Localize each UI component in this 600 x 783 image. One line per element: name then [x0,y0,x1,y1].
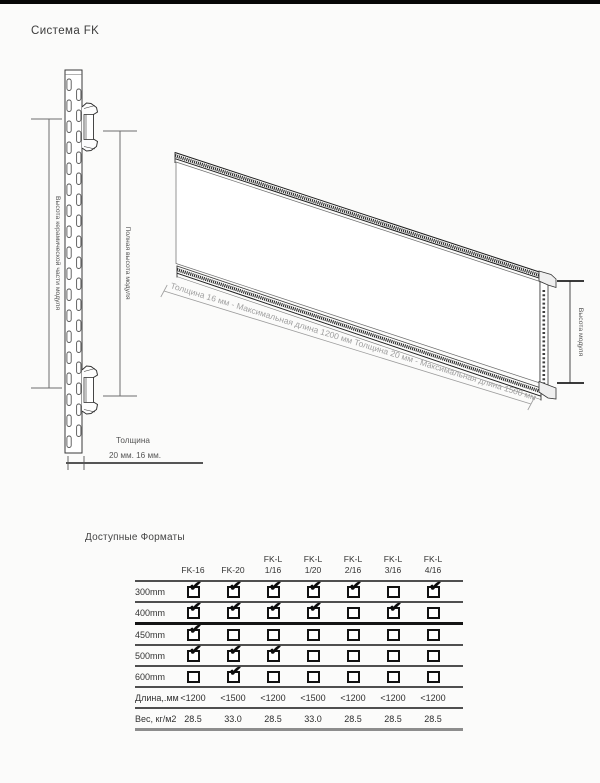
column-header: FK-20 [221,564,245,575]
row-label: 600mm [135,671,166,682]
value-cell: <1200 [180,692,206,703]
checkbox-checked [307,576,322,598]
table-body [135,576,463,731]
format-cell [333,671,373,683]
checkbox-unchecked [267,629,280,641]
format-cell [173,576,213,598]
checkbox-checked [187,640,202,662]
checkbox-unchecked [187,671,200,683]
column-header: FK-L 3/16 [383,553,403,575]
format-cell [373,650,413,662]
format-row [135,597,463,622]
format-cell [213,629,253,641]
check-mark-icon: ✔ [227,576,242,596]
format-cell [413,629,453,641]
format-cell [293,650,333,662]
format-cell [253,640,293,662]
format-cell [293,576,333,598]
value-row [135,709,463,728]
format-cell [213,576,253,598]
value-cell: <1200 [380,692,406,703]
format-cell [173,671,213,683]
format-cell [213,661,253,683]
checkbox-unchecked [227,629,240,641]
format-cell [413,671,453,683]
check-mark-icon: ✔ [307,576,322,596]
check-mark-icon: ✔ [227,661,242,681]
mounting-clip-top [82,103,98,151]
check-mark-icon: ✔ [387,597,402,617]
format-cell [293,597,333,619]
row-label: Длина,.мм [135,692,179,703]
check-mark-icon: ✔ [267,576,282,596]
check-mark-icon: ✔ [187,640,202,660]
format-cell [253,597,293,619]
value-cell: <1500 [220,692,246,703]
checkbox-checked [227,576,242,598]
checkbox-checked [227,640,242,662]
check-mark-icon: ✔ [267,597,282,617]
format-cell [293,671,333,683]
thickness-values: 20 мм. 16 мм. [108,451,162,460]
checkbox-unchecked [267,671,280,683]
format-row [135,576,463,601]
value-cell: <1200 [260,692,286,703]
format-cell [333,576,373,598]
value-cell: 33.0 [224,713,242,724]
format-cell [373,629,413,641]
checkbox-unchecked [427,671,440,683]
value-cell: <1200 [420,692,446,703]
value-row [135,688,463,707]
format-cell [173,640,213,662]
checkbox-checked [347,576,362,598]
check-mark-icon: ✔ [187,576,202,596]
checkbox-unchecked [387,671,400,683]
check-mark-icon: ✔ [227,640,242,660]
value-cell: 28.5 [264,713,282,724]
column-header: FK-L 2/16 [343,553,363,575]
value-cell: 28.5 [424,713,442,724]
checkbox-checked [227,661,242,683]
checkbox-checked [307,597,322,619]
checkbox-unchecked [427,650,440,662]
column-header: FK-L 1/16 [263,553,283,575]
checkbox-checked [187,576,202,598]
format-cell [413,607,453,619]
format-cell [333,607,373,619]
format-cell [333,629,373,641]
format-row [135,619,463,644]
format-cell [253,629,293,641]
dim-label-ceramic-height: Высота керамической части модуля [54,195,61,311]
table-header-row [135,552,463,580]
value-cell: <1500 [300,692,326,703]
rail-profile-drawing [65,70,82,453]
format-cell [293,629,333,641]
panel-isometric-drawing [161,152,584,410]
check-mark-icon: ✔ [187,597,202,617]
value-cell: 28.5 [384,713,402,724]
value-cell: 33.0 [304,713,322,724]
checkbox-unchecked [427,629,440,641]
dim-label-module-height: Высота модуля [577,307,584,357]
format-cell [413,576,453,598]
checkbox-unchecked [307,671,320,683]
format-cell [253,576,293,598]
format-cell [253,671,293,683]
mounting-clip-bottom [82,366,98,414]
formats-table [135,552,463,731]
checkbox-unchecked [387,650,400,662]
value-cell: <1200 [340,692,366,703]
panel-face [176,162,540,383]
format-row [135,640,463,665]
format-cell [373,586,413,598]
value-cell: 28.5 [184,713,202,724]
format-cell [373,671,413,683]
diagonal-note-label: Толщина 16 мм - Максимальная длина 1200 мм Толщина 20 мм - Максимальная длина 1500 мм [169,280,528,400]
checkbox-unchecked [347,629,360,641]
checkbox-unchecked [307,629,320,641]
format-cell [213,597,253,619]
formats-section [85,532,525,731]
page-title: Система FK [31,25,100,37]
checkbox-unchecked [387,629,400,641]
format-cell [213,640,253,662]
check-mark-icon: ✔ [227,597,242,617]
format-cell [333,650,373,662]
check-mark-icon: ✔ [267,640,282,660]
table-rule [135,728,463,731]
row-label: Вес, кг/м2 [135,713,177,724]
checkbox-checked [427,576,442,598]
dim-label-full-height: Полная высота модуля [124,226,131,300]
checkbox-checked [267,597,282,619]
checkbox-checked [267,576,282,598]
thickness-title: Толщина [116,436,150,445]
check-mark-icon: ✔ [187,619,202,639]
checkbox-checked [387,597,402,619]
check-mark-icon: ✔ [307,597,322,617]
panel-end-cap [539,271,556,399]
row-label: 300mm [135,586,166,597]
checkbox-unchecked [347,671,360,683]
formats-title: Доступные Форматы [85,532,185,543]
format-row [135,661,463,686]
checkbox-unchecked [387,586,400,598]
checkbox-unchecked [307,650,320,662]
column-header: FK-16 [181,564,205,575]
checkbox-checked [227,597,242,619]
checkbox-unchecked [427,607,440,619]
format-cell [413,650,453,662]
value-cell: 28.5 [344,713,362,724]
column-header: FK-L 4/16 [423,553,443,575]
checkbox-checked [267,640,282,662]
checkbox-checked [187,619,202,641]
checkbox-unchecked [347,650,360,662]
column-header: FK-L 1/20 [303,553,323,575]
format-cell [173,597,213,619]
row-label: 400mm [135,607,166,618]
checkbox-checked [187,597,202,619]
format-cell [173,619,213,641]
row-label: 500mm [135,650,166,661]
row-label: 450mm [135,629,166,640]
check-mark-icon: ✔ [427,576,442,596]
check-mark-icon: ✔ [347,576,362,596]
checkbox-unchecked [347,607,360,619]
format-cell [373,597,413,619]
